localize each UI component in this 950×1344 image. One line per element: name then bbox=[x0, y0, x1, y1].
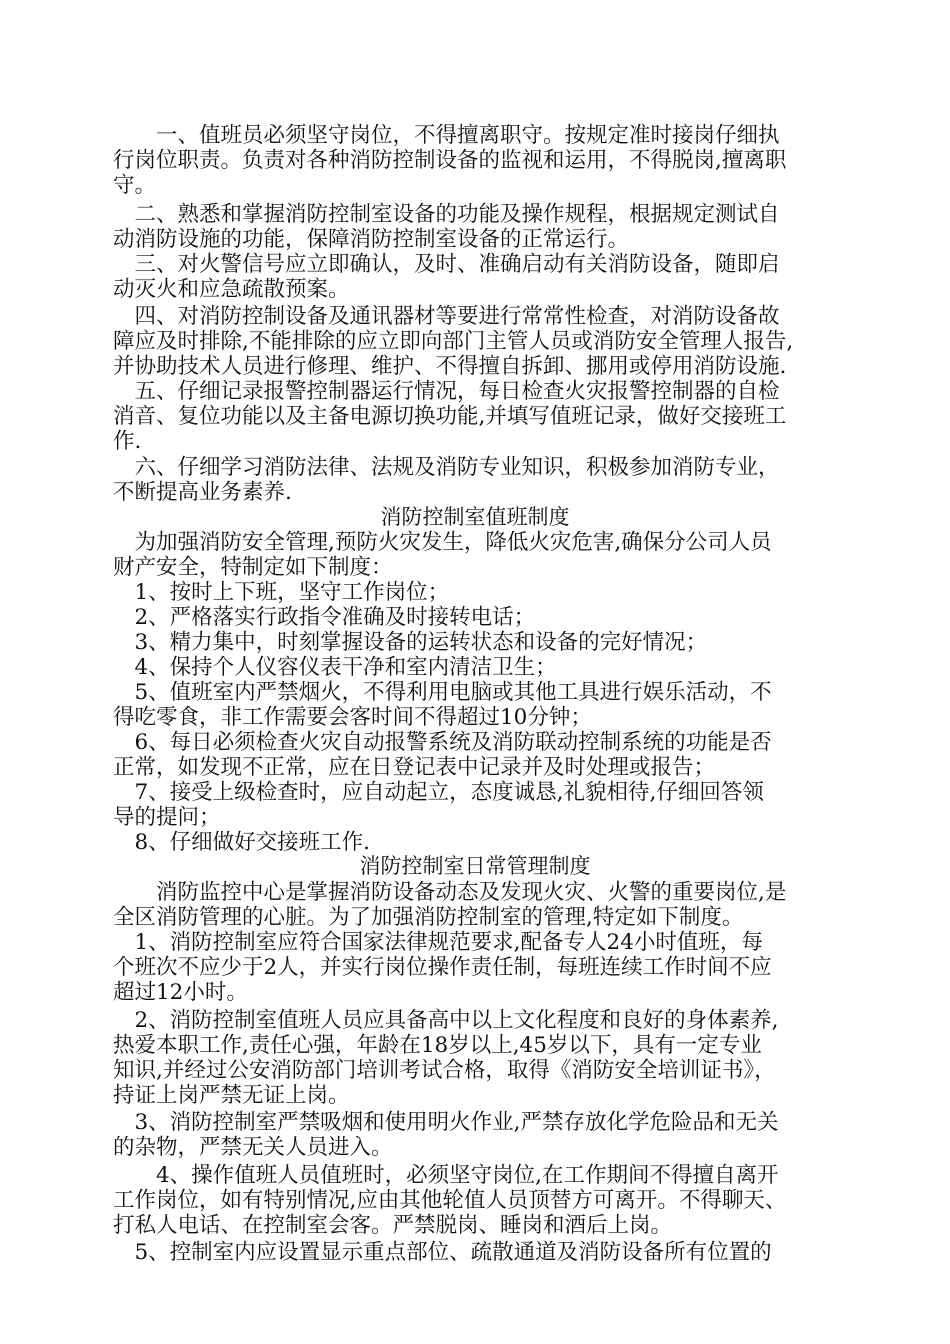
text-line: 作. bbox=[113, 429, 142, 454]
text-line: 二、熟悉和掌握消防控制室设备的功能及操作规程，根据规定测试自 bbox=[113, 202, 780, 227]
text-line: 四、对消防控制设备及通讯器材等要进行常常性检查，对消防设备故 bbox=[113, 304, 780, 329]
text-line: 6、每日必须检查火灾自动报警系统及消防联动控制系统的功能是否 bbox=[113, 730, 772, 755]
text-line: 消音、复位功能以及主备电源切换功能,并填写值班记录，做好交接班工 bbox=[113, 404, 787, 429]
text-line: 5、控制室内应设置显示重点部位、疏散通道及消防设备所有位置的 bbox=[113, 1240, 772, 1265]
text-line: 不断提高业务素养. bbox=[113, 480, 292, 505]
text-line: 2、消防控制室值班人员应具备高中以上文化程度和良好的身体素养, bbox=[113, 1008, 779, 1033]
text-line: 为加强消防安全管理,预防火灾发生，降低火灾危害,确保分公司人员 bbox=[113, 530, 772, 555]
text-line: 3、精力集中，时刻掌握设备的运转状态和设备的完好情况； bbox=[113, 630, 708, 655]
text-line: 行岗位职责。负责对各种消防控制设备的监视和运用，不得脱岗,擅离职 bbox=[113, 148, 787, 173]
text-line: 的杂物，严禁无关人员进入。 bbox=[113, 1135, 393, 1160]
text-line: 2、严格落实行政指令准确及时接转电话； bbox=[113, 605, 536, 630]
text-line: 动消防设施的功能，保障消防控制室设备的正常运行。 bbox=[113, 227, 630, 252]
text-line: 工作岗位，如有特别情况,应由其他轮值人员顶替方可离开。不得聊天、 bbox=[113, 1188, 787, 1213]
text-line: 导的提问； bbox=[113, 805, 221, 830]
text-line: 守。 bbox=[113, 173, 157, 198]
text-line: 全区消防管理的心脏。为了加强消防控制室的管理,特定如下制度。 bbox=[113, 905, 744, 930]
text-line: 4、操作值班人员值班时，必须坚守岗位,在工作期间不得擅自离开 bbox=[113, 1163, 779, 1188]
text-line: 动灭火和应急疏散预案。 bbox=[113, 277, 350, 302]
section-heading: 消防控制室值班制度 bbox=[380, 505, 570, 529]
text-line: 打私人电话、在控制室会客。严禁脱岗、睡岗和酒后上岗。 bbox=[113, 1213, 673, 1238]
text-line: 并协助技术人员进行修理、维护、不得擅自拆卸、挪用或停用消防设施. bbox=[113, 354, 787, 379]
text-line: 知识,并经过公安消防部门培训考试合格，取得《消防安全培训证书》， bbox=[113, 1058, 776, 1083]
text-line: 热爱本职工作,责任心强，年龄在18岁以上,45岁以下，具有一定专业 bbox=[113, 1033, 762, 1058]
text-line: 正常，如发现不正常，应在日登记表中记录并及时处理或报告； bbox=[113, 755, 716, 780]
text-line: 持证上岗严禁无证上岗。 bbox=[113, 1083, 350, 1108]
text-line: 得吃零食，非工作需要会客时间不得超过10分钟； bbox=[113, 705, 592, 730]
text-line: 六、仔细学习消防法律、法规及消防专业知识，积极参加消防专业， bbox=[113, 455, 780, 480]
text-line: 3、消防控制室严禁吸烟和使用明火作业,严禁存放化学危险品和无关 bbox=[113, 1110, 779, 1135]
text-line: 5、值班室内严禁烟火，不得利用电脑或其他工具进行娱乐活动，不 bbox=[113, 680, 772, 705]
text-line: 个班次不应少于2人，并实行岗位操作责任制，每班连续工作时间不应 bbox=[113, 955, 772, 980]
text-line: 五、仔细记录报警控制器运行情况，每日检查火灾报警控制器的自检 bbox=[113, 379, 780, 404]
text-line: 超过12小时。 bbox=[113, 980, 248, 1005]
text-line: 一、值班员必须坚守岗位，不得擅离职守。按规定准时接岗仔细执 bbox=[113, 123, 780, 148]
text-line: 财产安全，特制定如下制度： bbox=[113, 555, 393, 580]
text-line: 消防监控中心是掌握消防设备动态及发现火灾、火警的重要岗位,是 bbox=[113, 880, 787, 905]
text-line: 7、接受上级检查时，应自动起立，态度诚恳,礼貌相待,仔细回答领 bbox=[113, 780, 764, 805]
text-line: 1、按时上下班，坚守工作岗位； bbox=[113, 580, 450, 605]
section-heading: 消防控制室日常管理制度 bbox=[359, 854, 591, 878]
text-line: 4、保持个人仪容仪表干净和室内清洁卫生； bbox=[113, 655, 557, 680]
text-line: 障应及时排除,不能排除的应立即向部门主管人员或消防安全管理人报告, bbox=[113, 329, 794, 354]
text-line: 8、仔细做好交接班工作. bbox=[113, 830, 371, 855]
text-line: 1、消防控制室应符合国家法律规范要求,配备专人24小时值班，每 bbox=[113, 930, 763, 955]
text-line: 三、对火警信号应立即确认，及时、准确启动有关消防设备，随即启 bbox=[113, 252, 780, 277]
